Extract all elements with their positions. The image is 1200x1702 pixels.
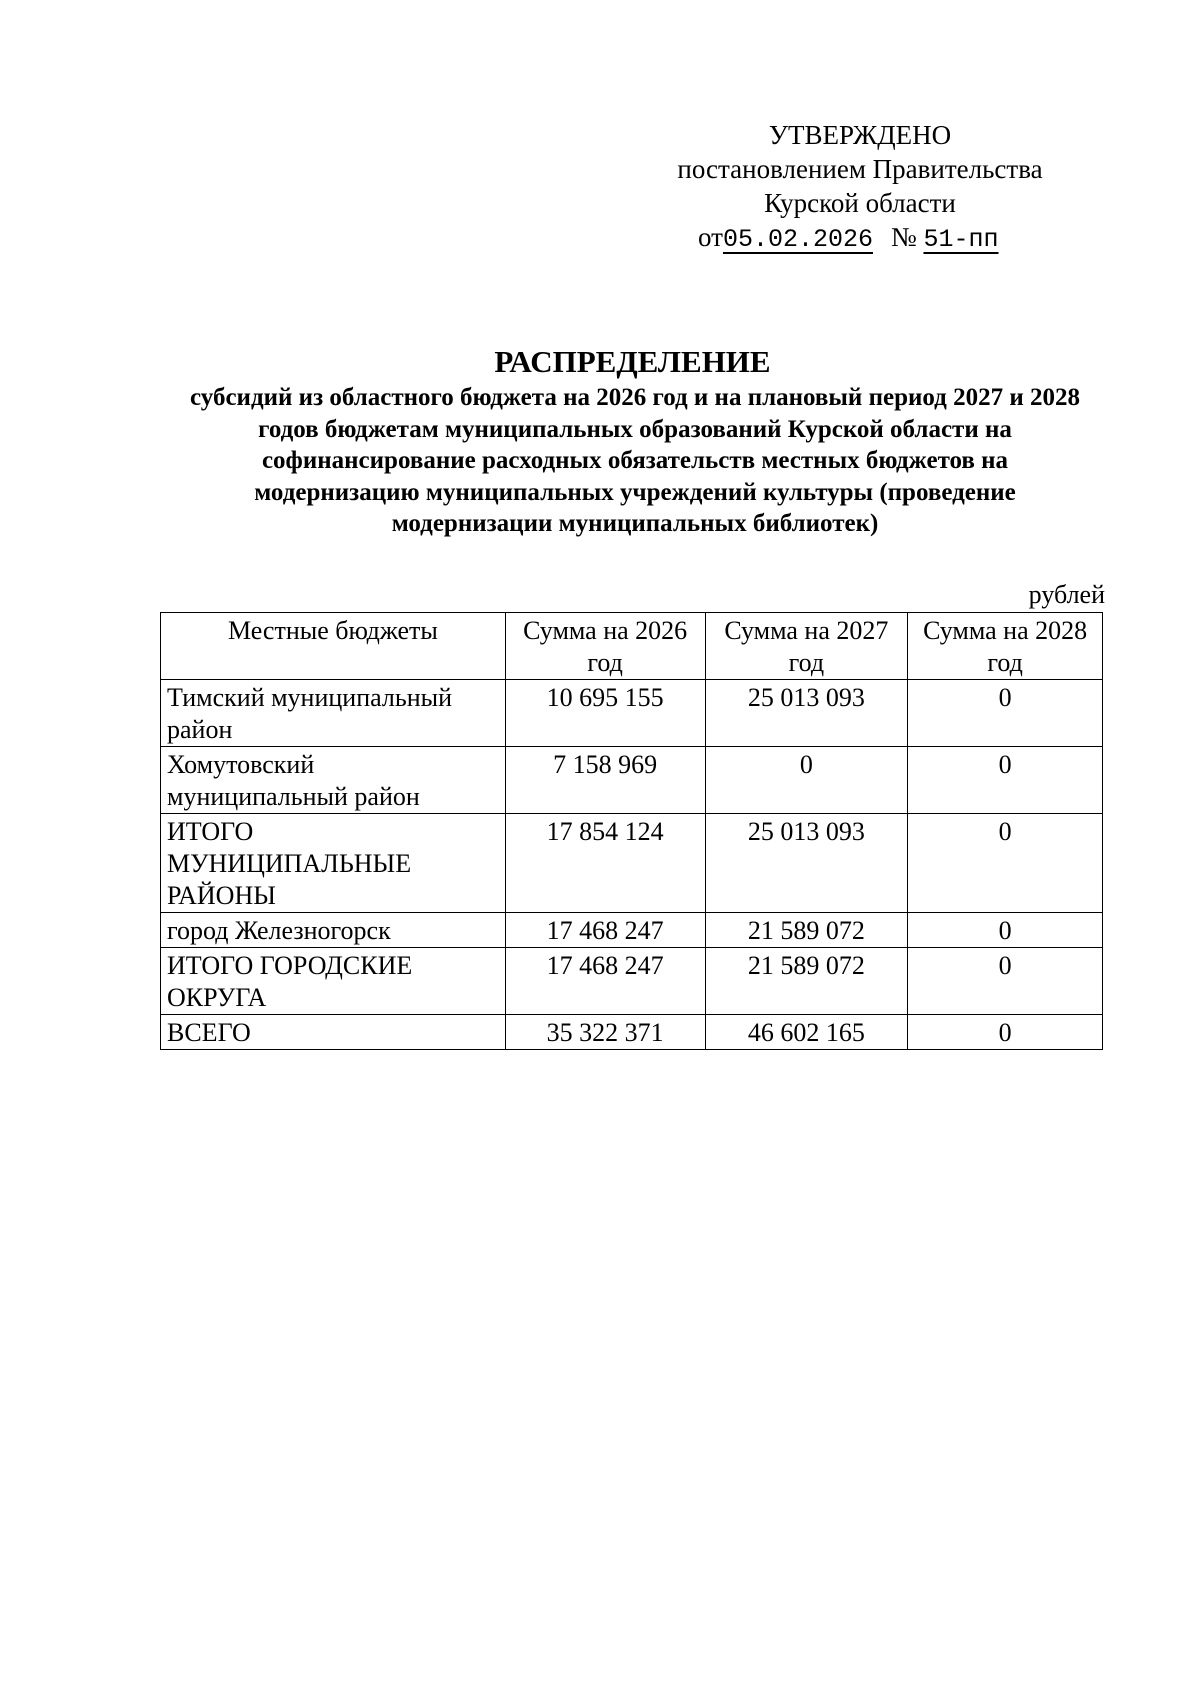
- row-2028: 0: [908, 948, 1103, 1015]
- row-2028: 0: [908, 913, 1103, 948]
- table-row: [161, 747, 1103, 814]
- header-2028: Сумма на 2028 год: [908, 613, 1103, 680]
- row-2028: 0: [908, 814, 1103, 913]
- row-name: ИТОГО МУНИЦИПАЛЬНЫЕ РАЙОНЫ: [161, 814, 506, 913]
- approval-region: Курской области: [764, 188, 956, 218]
- approval-date-number: [640, 220, 1080, 257]
- row-2026: 35 322 371: [505, 1015, 705, 1050]
- row-2028: 0: [908, 1015, 1103, 1050]
- row-name: ИТОГО ГОРОДСКИЕ ОКРУГА: [161, 948, 506, 1015]
- number-prefix: №: [890, 222, 917, 252]
- date-prefix: от: [698, 222, 723, 252]
- row-2027: 46 602 165: [705, 1015, 908, 1050]
- row-2027: 21 589 072: [705, 913, 908, 948]
- row-2026: 10 695 155: [505, 680, 705, 747]
- row-name: город Железногорск: [161, 913, 506, 948]
- document-title: РАСПРЕДЕЛЕНИЕ: [494, 344, 771, 379]
- row-2026: 17 468 247: [505, 948, 705, 1015]
- row-2027: 0: [705, 747, 908, 814]
- header-local-budgets: Местные бюджеты: [161, 613, 506, 680]
- row-name: Тимский муниципальный район: [161, 680, 506, 747]
- row-2026: 17 854 124: [505, 814, 705, 913]
- row-2026: 17 468 247: [505, 913, 705, 948]
- row-name: ВСЕГО: [161, 1015, 506, 1050]
- approval-stamp: [640, 118, 1080, 257]
- table-row: [161, 948, 1103, 1015]
- header-2026: Сумма на 2026 год: [505, 613, 705, 680]
- table-header-row: [161, 613, 1103, 680]
- currency-unit: рублей: [1028, 580, 1105, 609]
- row-2028: 0: [908, 680, 1103, 747]
- header-2027: Сумма на 2027 год: [705, 613, 908, 680]
- row-2027: 25 013 093: [705, 680, 908, 747]
- table-row: [161, 814, 1103, 913]
- table-row: [161, 1015, 1103, 1050]
- table-row: [161, 680, 1103, 747]
- row-2026: 7 158 969: [505, 747, 705, 814]
- approval-date: 05.02.2026: [722, 225, 873, 254]
- row-2027: 21 589 072: [705, 948, 908, 1015]
- table-row: [161, 913, 1103, 948]
- row-name: Хомутовский муниципальный район: [161, 747, 506, 814]
- row-2027: 25 013 093: [705, 814, 908, 913]
- distribution-table: [160, 612, 1103, 1050]
- row-2028: 0: [908, 747, 1103, 814]
- approval-number: 51-пп: [923, 225, 999, 254]
- approval-heading: УТВЕРЖДЕНО: [768, 120, 952, 150]
- approval-authority: постановлением Правительства: [677, 154, 1043, 184]
- document-subtitle: субсидий из областного бюджета на 2026 год и на плановый период 2027 и 2028 годов бюджетам муниципальных образований Курской области на софинансирование расходных обязательств местных бюджетов на модернизацию муниципальных учреждений культуры (проведение модернизации муниципальных библиотек): [190, 384, 1080, 537]
